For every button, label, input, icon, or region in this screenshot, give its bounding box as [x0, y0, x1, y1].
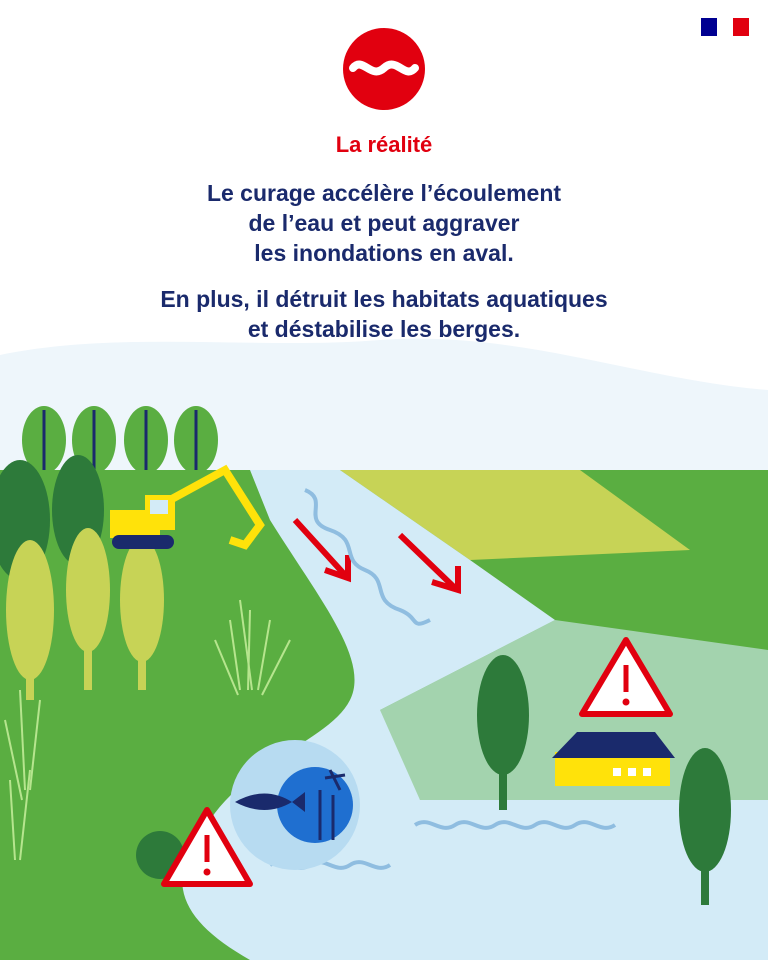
french-flag-icon [701, 18, 749, 36]
secondary-message-line: et déstabilise les berges. [247, 316, 521, 342]
sky-band [0, 339, 768, 470]
main-message-line: de l’eau et peut aggraver [248, 210, 520, 236]
main-message [0, 178, 768, 268]
secondary-message [0, 284, 768, 344]
main-message-line: les inondations en aval. [254, 240, 514, 266]
secondary-message-line: En plus, il détruit les habitats aquatiques [160, 286, 608, 312]
house-icon [552, 732, 675, 786]
header-label: La réalité [335, 132, 433, 157]
habitat-bubble [230, 740, 360, 870]
wave-logo-icon [343, 28, 425, 110]
main-message-line: Le curage accélère l’écoulement [206, 180, 562, 206]
